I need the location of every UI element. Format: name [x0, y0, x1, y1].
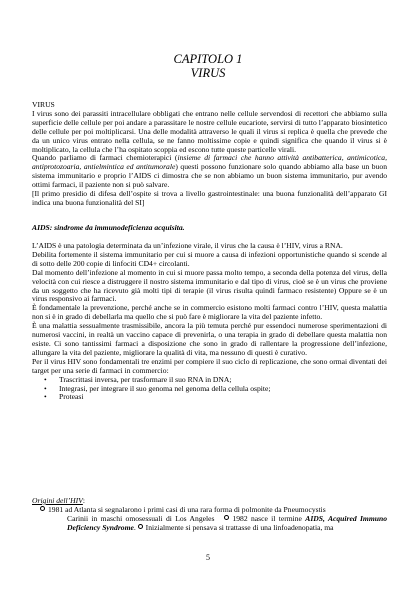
paragraph: L’AIDS è una patologia determinata da un’infezione virale, il virus che la causa è l’HIV, virus a RNA. — [32, 241, 343, 250]
paragraph: Debilita fortemente il sistema immunitario per cui si muore a causa di infezioni opportunistiche quando si scende al di sotto delle 200 copie di linfociti CD4+ circolanti. — [32, 249, 387, 268]
list-item: • Integrasi, per integrare il suo genoma nel genoma della cellula ospite; — [32, 385, 387, 394]
origins-heading: Origini dell’HIV: — [32, 496, 85, 505]
enzyme-list — [32, 376, 387, 403]
circle-bullet-icon — [40, 506, 45, 511]
section-aids-body — [32, 242, 387, 402]
list-item: • Proteasi — [32, 393, 387, 402]
section-virus — [32, 101, 387, 208]
paragraph: Per il virus HIV sono fondamentali tre enzimi per compiere il suo ciclo di replicazione, che sono ormai diventati dei target per una serie di farmaci in commercio: — [32, 356, 387, 375]
list-item: • Trascrittasi inversa, per trasformare il suo RNA in DNA; — [32, 376, 387, 385]
chapter-number: CAPITOLO 1 — [173, 52, 243, 66]
section-heading: VIRUS — [32, 100, 55, 109]
paragraph: È fondamentale la prevenzione, perché anche se in commercio esistono molti farmaci contro l’HIV, questa malattia non si è in grado di debellarla ma quello che si può fare è migliorare la vita del paziente infetto. — [32, 303, 387, 322]
note-paragraph: [Il primo presidio di difesa dell’ospite si trova a livello gastrointestinale: una buona funzionalità dell’apparato GI indica una buona funzionalità del SI] — [32, 189, 387, 207]
paragraph: Dal momento dell’infezione al momento in cui si muore passa molto tempo, a seconda della potenza del virus, della velocità con cui riesce a distruggere il nostro sistema immunitario e dal tipo di virus, cioè se è un virus che proviene da un soggetto che ha ricevuto già molti tipi di terapie (il virus risulta quindi farmaco resistente) Oppure se è un virus responsivo ai farmaci. — [32, 267, 387, 304]
section-heading: AIDS: sindrome da immunodeficienza acquisita. — [32, 223, 185, 232]
list-item: Carinii in maschi omosessuali di Los Angeles 1982 nasce il termine AIDS, Acquired Immuno Deficiency Syndrome. Inizialmente si pensava si trattasse di una linfoadenopatia, ma — [67, 513, 387, 532]
section-aids — [32, 224, 387, 233]
circle-bullet-icon — [138, 524, 143, 529]
page-number: 5 — [206, 553, 210, 562]
list-item: 1981 ad Atlanta si segnalarono i primi casi di una rara forma di polmonite da Pneumocystis — [32, 506, 387, 515]
paragraph: Quando parliamo di farmaci chemioterapici (insieme di farmaci che hanno attività antibatterica, antimicotica, antiprotozoaria, antielmintica ed antitumorale) questi possono funzionare solo quando abbiamo alla base un buon sistema immunitario e proprio l’AIDS ci dimostra che se non abbiamo un buon sistema immunitario, pur avendo ottimi farmaci, il paziente non si può salvare. — [32, 153, 387, 190]
paragraph: I virus sono dei parassiti intracellulare obbligati che entrano nelle cellule servendosi di recettori che abbiamo sulla superficie delle cellule per poi andare a parassitare le nostre cellule eucariote, servirsi di tutto l’apparato biosintetico delle cellule per poi moltiplicarsi. Una delle modalità attraverso le quali il virus si replica è quella che prevede che da un unico virus entrato nella cellula, se ne fanno moltissime copie e quindi significa che quando il virus si è moltiplicato, la cellula che l’ha ospitato scoppia ed escono tutte queste particelle virali. — [32, 108, 387, 154]
chapter-title: VIRUS — [190, 66, 226, 80]
section-origins — [32, 497, 387, 533]
circle-bullet-icon — [224, 515, 229, 520]
paragraph: È una malattia sessualmente trasmissibile, ancora la più temuta perché pur essendoci numerose sperimentazioni di numerosi vaccini, in realtà un vaccino capace di prevenirla, o una terapia in grado di debellare questa malattia non esiste. Ci sono tantissimi farmaci a disposizione che sono in grado di rallentare la progressione dell’infezione, allungare la vita del paziente, migliorare la qualità di vita, ma nessuno di questi è curativo. — [32, 321, 387, 357]
